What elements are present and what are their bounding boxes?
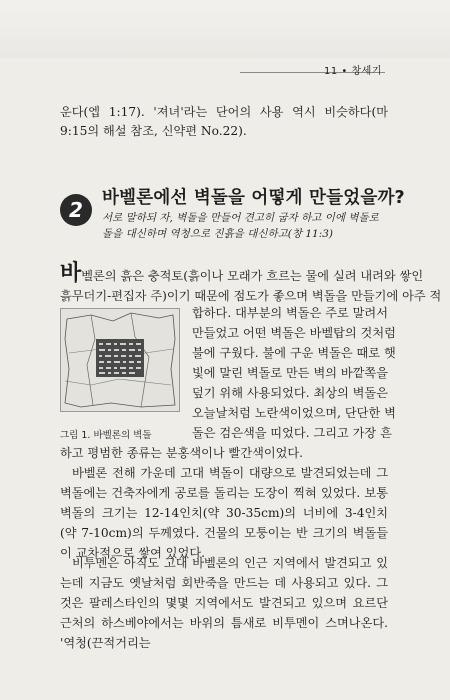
section-title: 바벨론에선 벽돌을 어떻게 만들었을까? [102, 188, 405, 208]
section-subtitle: 서로 말하되 자, 벽돌을 만들어 견고히 굽자 하고 이에 벽돌로 돌을 대신하며 역청으로 진흙을 대신하고(창 11:3) [102, 212, 379, 240]
section-number-badge: 2 [60, 194, 92, 226]
paragraph-1-tail [60, 423, 392, 463]
paragraph-1-line-1: 바벨론의 흙은 충적토(흙이나 모래가 흐르는 물에 실려 내려와 쌓인 [60, 260, 424, 286]
drop-cap: 바 [60, 260, 82, 286]
paragraph-1-final-line: 하고 평범한 종류는 분홍색이나 빨간색이었다. [60, 446, 304, 460]
wrap-line: 덮기 위해 사용되었다. 최상의 벽돌은 [192, 386, 388, 400]
paragraph-1-wrap [192, 303, 396, 423]
brick-figure [60, 308, 180, 412]
wrap-line-last: 돌은 검은색을 띠었다. 그리고 가장 흔 [192, 426, 392, 440]
wrap-line: 불에 구웠다. 불에 구운 벽돌은 때로 햇 [192, 346, 396, 360]
paragraph-1-top [60, 260, 442, 306]
wrap-line: 만들었고 어떤 벽돌은 바벨탑의 것처럼 [192, 326, 396, 340]
page-top-shadow [0, 0, 450, 58]
continuation-paragraph: 운다(엡 1:17). '져녀'라는 단어의 사용 역시 비슷하다(마 9:15의 해설 참조, 신약편 No.22). [60, 105, 388, 138]
paragraph-1-line-2: 흙무더기-편집자 주)이기 때문에 점도가 좋으며 벽돌을 만들기에 아주 적 [60, 289, 442, 303]
section-heading [60, 184, 405, 244]
wrap-line: 오늘날처럼 노란색이었으며, 단단한 벽 [192, 406, 396, 420]
running-header: 11 • 창세기 [324, 66, 382, 77]
wrap-line: 빛에 말린 벽돌로 만든 벽의 바깥쪽을 [192, 366, 388, 380]
paragraph-3: 비투멘은 아직도 고대 바벨론의 인근 지역에서 발견되고 있는데 지금도 옛날처럼 회반죽을 만드는 데 사용되고 있다. 그것은 팔레스타인의 몇몇 지역에서도 발견되고 있으며 요르단 근처의 하스베야에서는 바위의 틈새로 비투멘이 스며나온다. '역청(끈적거리는 [60, 556, 388, 650]
wrap-line: 합하다. 대부분의 벽돌은 주로 말려서 [192, 306, 388, 320]
figure-caption: 그림 1. 바벨론의 벽돌 [60, 430, 152, 441]
babylonian-brick-illustration [61, 309, 179, 411]
paragraph-2: 바벨론 전해 가운데 고대 벽돌이 대량으로 발견되었는데 그 벽돌에는 건축자에게 공로를 돌리는 도장이 찍혀 있었다. 보통 벽돌의 크기는 12-14인치(약 30-35cm)의 너비에 3-4인치(약 7-10cm)의 두께였다. 건물의 모퉁이는 반 크기의 벽돌들이 교차적으로 쌓여 있었다. [60, 466, 388, 560]
